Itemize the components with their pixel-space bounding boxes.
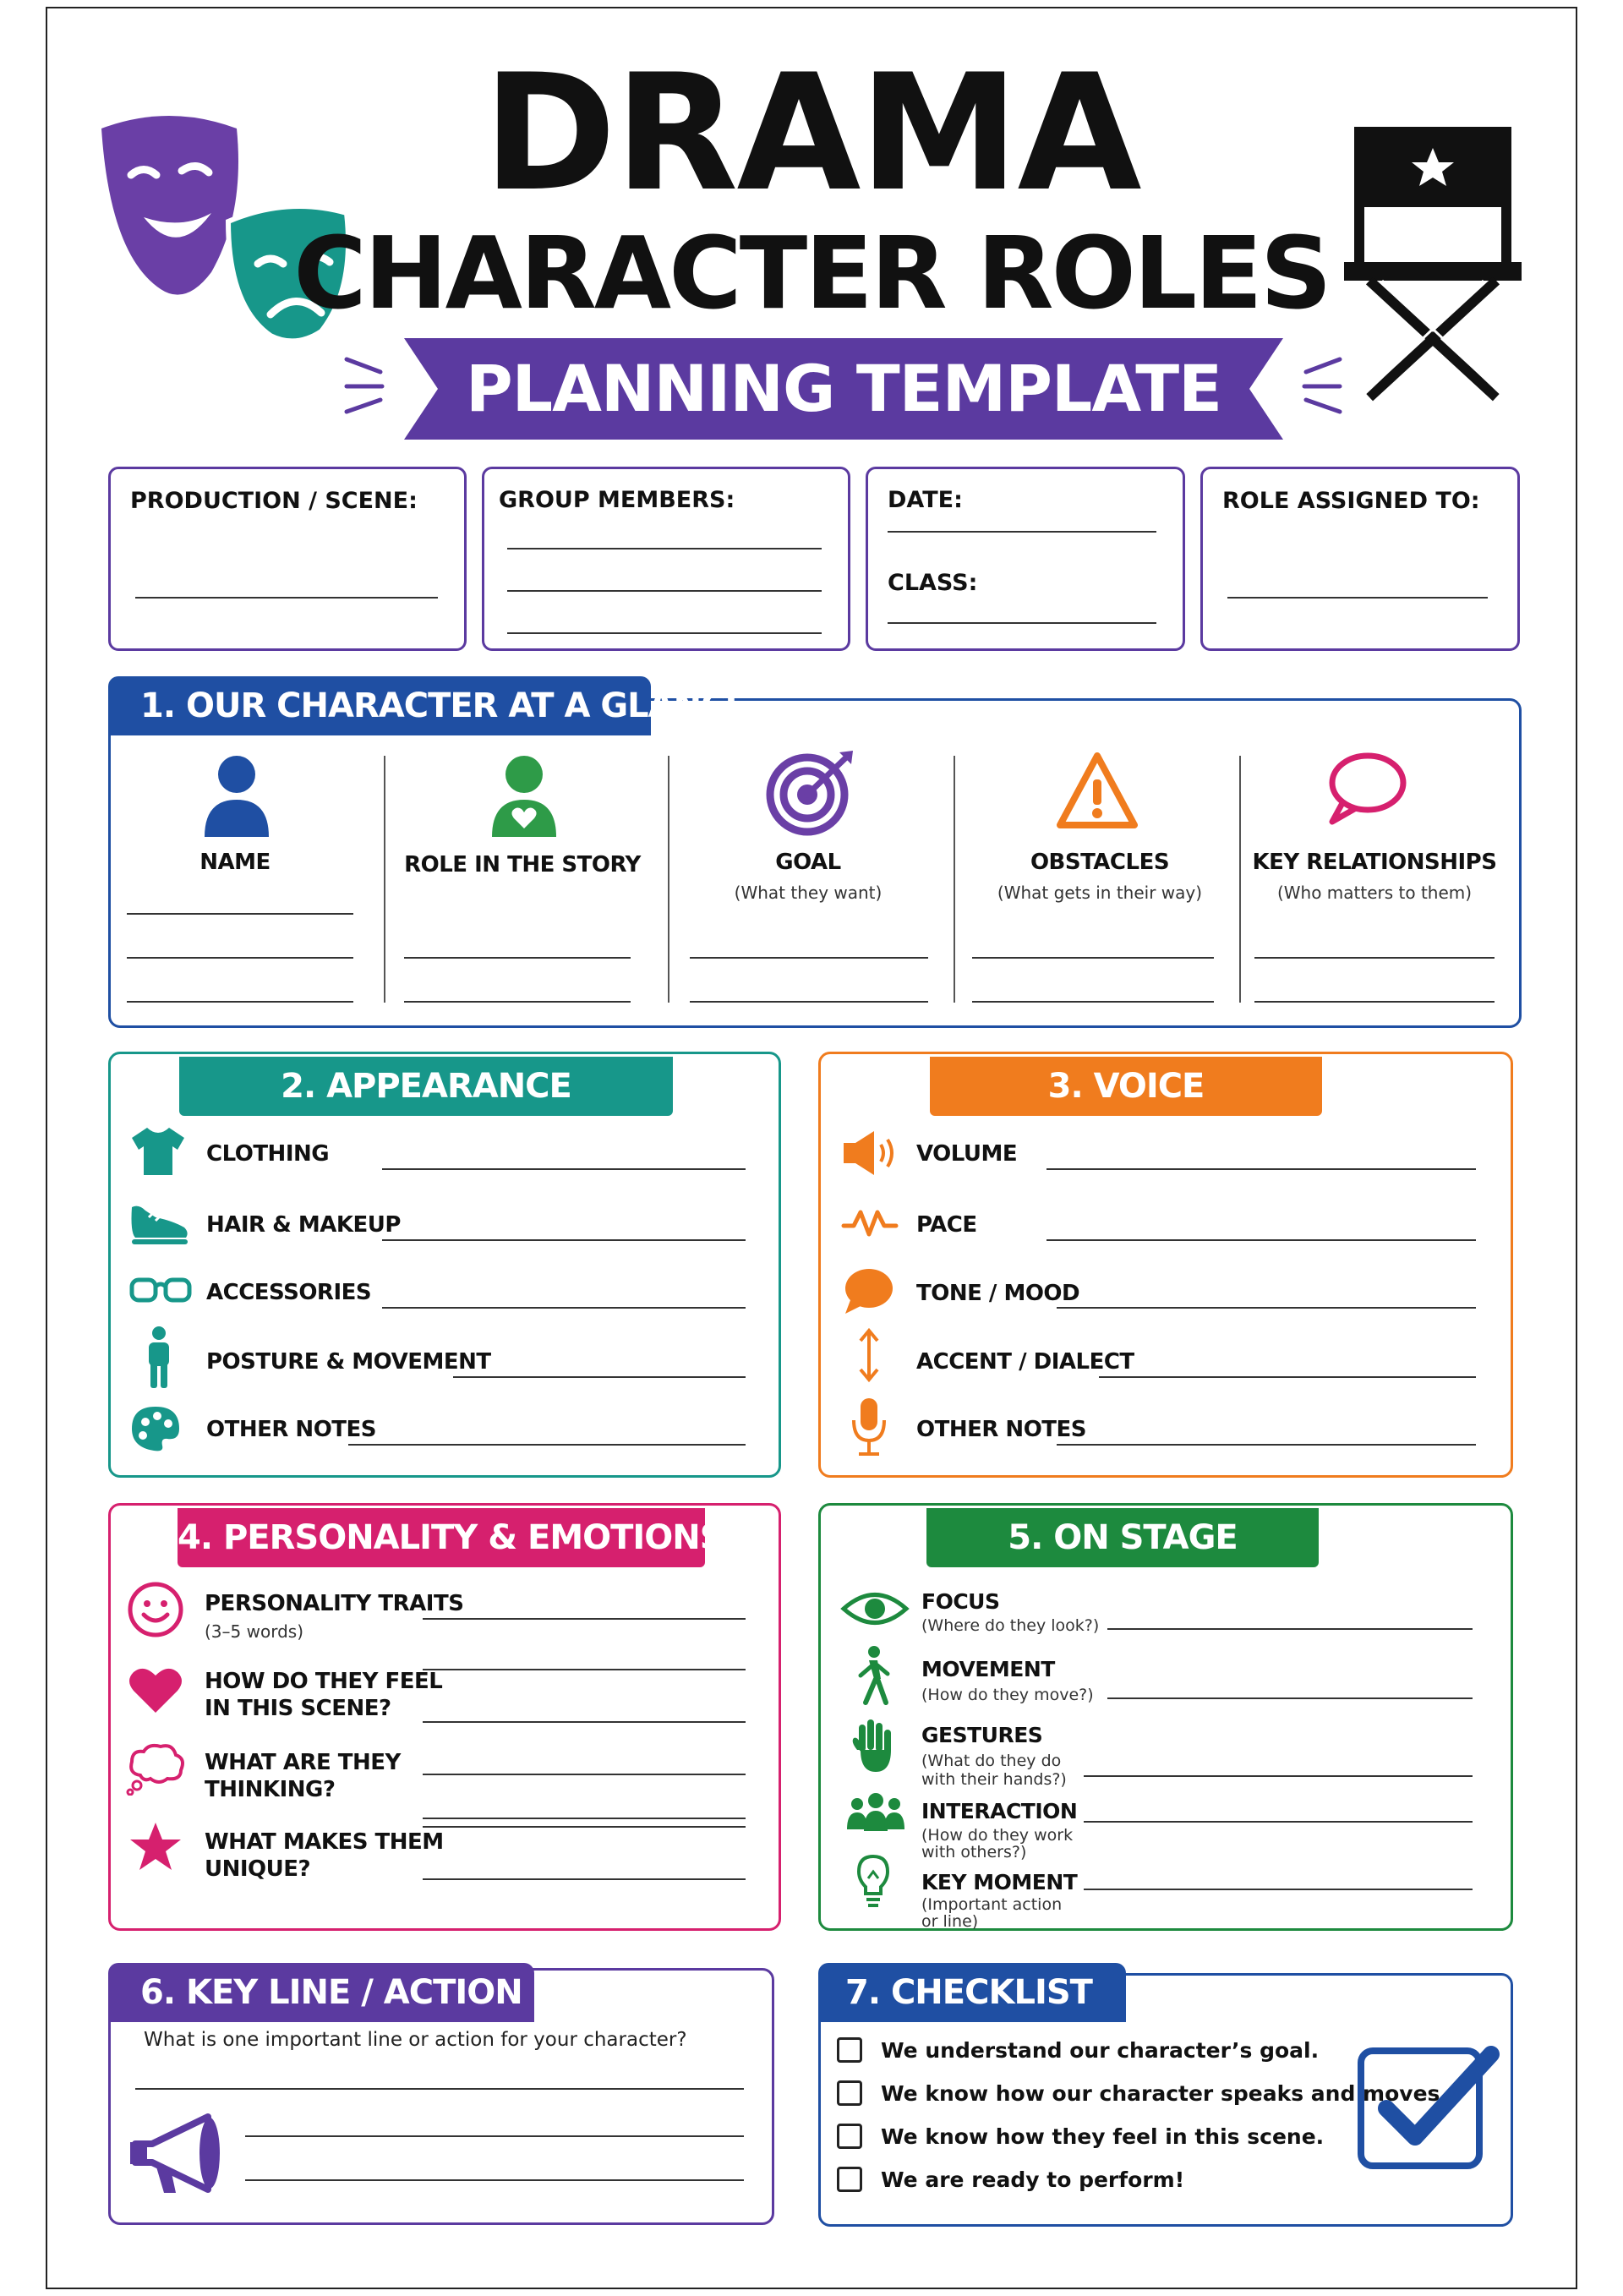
traits-sub: (3–5 words) [205,1621,303,1642]
checkbox-ready[interactable] [837,2167,862,2192]
speaker-icon [840,1129,903,1177]
accessories-label: ACCESSORIES [206,1280,372,1305]
checkbox-feel[interactable] [837,2124,862,2149]
title-drama: DRAMA [483,40,1140,227]
checklist-item-speaks: We know how our character speaks and moves. [881,2081,1448,2106]
group-line-1[interactable] [507,548,822,549]
hand-icon [849,1716,896,1774]
role-line[interactable] [1227,597,1488,599]
relationships-line-2[interactable] [1254,1001,1495,1003]
checkbox-speaks[interactable] [837,2080,862,2106]
divider [384,756,385,1003]
pace-label: PACE [916,1212,977,1238]
posture-label: POSTURE & MOVEMENT [206,1349,491,1375]
person-icon [201,752,272,837]
gestures-label: GESTURES [921,1723,1043,1747]
section1-title: 1. OUR CHARACTER AT A GLANCE [108,676,651,735]
section6-title: 6. KEY LINE / ACTION [108,1963,534,2022]
appearance-other-line[interactable] [348,1444,746,1446]
tshirt-icon [128,1124,188,1177]
role-story-line-2[interactable] [404,1001,631,1003]
feel-label-2: IN THIS SCENE? [205,1696,391,1721]
checklist-item-ready: We are ready to perform! [881,2168,1185,2192]
col-relationships-label: KEY RELATIONSHIPS [1252,850,1497,875]
checklist-item-goal: We understand our character’s goal. [881,2038,1320,2063]
section2-title: 2. APPEARANCE [179,1057,673,1116]
col-obstacles-sub: (What gets in their way) [997,883,1203,903]
obstacles-line-1[interactable] [972,957,1214,959]
sparkle-left-icon [338,351,389,418]
movement-label: MOVEMENT [921,1657,1055,1681]
unique-line-1[interactable] [423,1826,746,1828]
directors-chair-icon [1336,118,1530,406]
col-obstacles-label: OBSTACLES [1030,850,1170,875]
traits-label: PERSONALITY TRAITS [205,1591,464,1616]
group-line-2[interactable] [507,590,822,592]
relationships-line-1[interactable] [1254,957,1495,959]
tone-label: TONE / MOOD [916,1281,1080,1306]
eye-icon [840,1588,910,1630]
feel-label-1: HOW DO THEY FEEL [205,1669,443,1694]
movement-sub: (How do they move?) [921,1686,1094,1704]
date-line[interactable] [888,531,1156,533]
traits-line[interactable] [423,1618,746,1620]
name-line-3[interactable] [127,1001,353,1003]
key-moment-label: KEY MOMENT [921,1870,1078,1894]
checkbox-goal[interactable] [837,2037,862,2063]
unique-label-1: WHAT MAKES THEM [205,1829,444,1855]
section4-title: 4. PERSONALITY & EMOTIONS [178,1508,705,1567]
production-line[interactable] [135,597,438,599]
divider [954,756,955,1003]
group-label: GROUP MEMBERS: [499,487,735,513]
standing-person-icon [142,1326,176,1390]
interaction-line[interactable] [1084,1821,1473,1823]
wave-icon [840,1205,899,1239]
glasses-icon [128,1275,193,1305]
role-story-line-1[interactable] [404,957,631,959]
date-label: DATE: [888,487,963,513]
interaction-sub-1: (How do they work [921,1826,1074,1845]
focus-line[interactable] [1107,1628,1473,1630]
voice-other-line[interactable] [1057,1444,1476,1446]
group-people-icon [844,1792,908,1833]
warning-icon [1055,751,1139,832]
focus-sub: (Where do they look?) [921,1616,1100,1635]
key-moment-line[interactable] [1084,1889,1473,1890]
megaphone-icon [127,2110,232,2201]
thinking-line-1[interactable] [423,1774,746,1775]
obstacles-line-2[interactable] [972,1001,1214,1003]
section7-title: 7. CHECKLIST [818,1963,1126,2022]
class-line[interactable] [888,622,1156,624]
checkmark-box-icon [1356,2037,1500,2173]
feel-line-2[interactable] [423,1721,746,1723]
microphone-icon [850,1395,888,1459]
appearance-other-label: OTHER NOTES [206,1417,377,1442]
tone-line[interactable] [1057,1307,1476,1309]
thinking-line-2[interactable] [423,1818,746,1819]
gestures-sub-2: with their hands?) [921,1770,1067,1789]
accent-line[interactable] [1099,1376,1476,1378]
unique-label-2: UNIQUE? [205,1856,311,1882]
name-line-1[interactable] [127,913,353,915]
section3-title: 3. VOICE [930,1057,1322,1116]
col-relationships-sub: (Who matters to them) [1276,883,1473,903]
lightbulb-icon [855,1853,891,1912]
key-line-line-3[interactable] [245,2179,744,2181]
interaction-label: INTERACTION [921,1799,1078,1823]
speech-bubble-icon [1324,751,1408,825]
clothing-label: CLOTHING [206,1141,330,1167]
goal-line-2[interactable] [690,1001,928,1003]
voice-other-label: OTHER NOTES [916,1417,1087,1442]
title-character-roles: CHARACTER ROLES [293,215,1330,331]
accent-label: ACCENT / DIALECT [916,1349,1134,1375]
banner-title: PLANNING TEMPLATE [465,351,1222,426]
volume-line[interactable] [1046,1168,1476,1170]
volume-label: VOLUME [916,1141,1018,1167]
unique-line-2[interactable] [423,1878,746,1880]
name-line-2[interactable] [127,957,353,959]
col-role-label: ROLE IN THE STORY [404,852,641,877]
movement-line[interactable] [1107,1697,1473,1699]
gestures-line[interactable] [1084,1775,1473,1777]
clothing-line[interactable] [382,1168,746,1170]
feel-line-1[interactable] [423,1669,746,1670]
person-heart-icon [489,752,560,837]
smiley-icon [127,1581,184,1638]
col-name-label: NAME [199,850,270,875]
posture-line[interactable] [453,1376,746,1378]
up-down-arrow-icon [855,1327,883,1383]
section5-title: 5. ON STAGE [926,1508,1319,1567]
divider [668,756,669,1003]
palette-icon [128,1403,183,1454]
divider [1239,756,1241,1003]
focus-label: FOCUS [921,1589,1000,1614]
accessories-line[interactable] [382,1307,746,1309]
gestures-sub-1: (What do they do [921,1752,1062,1770]
class-label: CLASS: [888,570,978,596]
hair-makeup-label: HAIR & MAKEUP [206,1212,401,1238]
target-icon [765,749,858,837]
key-moment-sub-2: or line) [921,1912,979,1931]
thought-bubble-icon [125,1741,188,1796]
key-moment-sub-1: (Important action [921,1895,1063,1914]
key-line-line-2[interactable] [245,2135,744,2137]
walking-person-icon [850,1645,893,1706]
goal-line-1[interactable] [690,957,928,959]
heart-icon [127,1664,184,1714]
col-goal-label: GOAL [775,850,841,875]
group-line-3[interactable] [507,632,822,634]
key-line-prompt: What is one important line or action for your character? [144,2029,687,2051]
pace-line[interactable] [1046,1239,1476,1241]
production-label: PRODUCTION / SCENE: [130,488,418,514]
shoe-icon [127,1199,191,1246]
thinking-label-1: WHAT ARE THEY [205,1750,401,1775]
thinking-label-2: THINKING? [205,1777,336,1802]
hair-makeup-line[interactable] [382,1239,746,1241]
interaction-sub-2: with others?) [921,1843,1027,1861]
chat-bubble-icon [842,1266,894,1315]
col-goal-sub: (What they want) [734,883,883,903]
role-label: ROLE ASSIGNED TO: [1222,488,1480,514]
star-icon [128,1821,183,1873]
checklist-item-feel: We know how they feel in this scene. [881,2124,1325,2149]
key-line-line-1[interactable] [135,2088,744,2090]
